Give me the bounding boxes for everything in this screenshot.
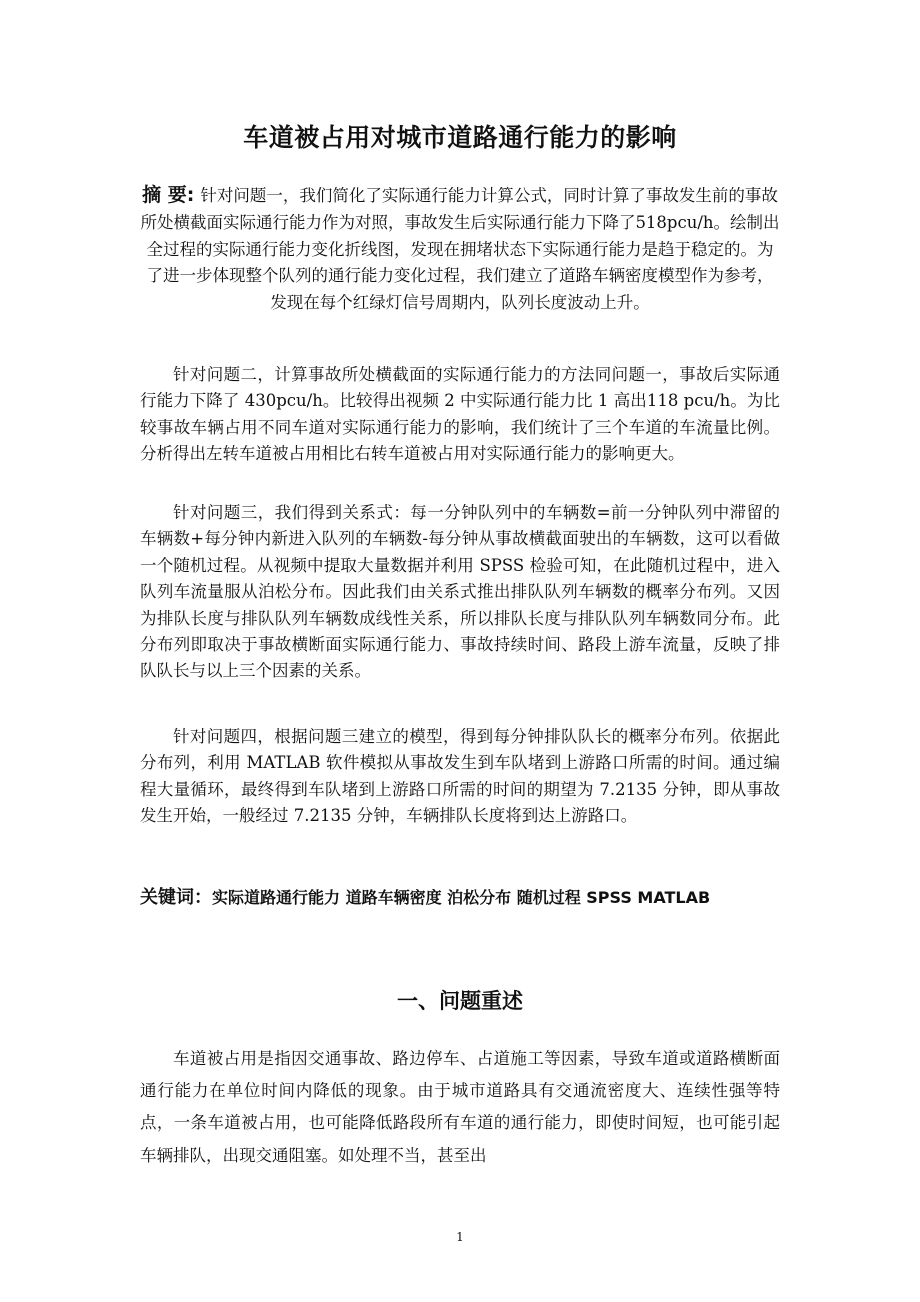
- section-heading: 一、问题重述: [397, 989, 523, 1013]
- abstract-label: 摘 要:: [142, 184, 195, 206]
- keywords: [140, 876, 780, 920]
- paper-title: 车道被占用对城市道路通行能力的影响: [243, 123, 677, 152]
- abstract-text-1: 针对问题一，我们简化了实际通行能力计算公式，同时计算了事故发生前的事故所处横截面实际通行能力作为对照，事故发生后实际通行能力下降了518pcu/h。绘制出全过程的实际通行能力变化折线图，发现在拥堵状态下实际通行能力是趋于稳定的。为了进一步体现整个队列的通行能力变化过程，我们建立了道路车辆密度模型作为参考，发现在每个红绿灯信号周期内，队列长度波动上升。: [140, 186, 780, 312]
- section-paragraph: 车道被占用是指因交通事故、路边停车、占道施工等因素，导致车道或道路横断面通行能力在单位时间内降低的现象。由于城市道路具有交通流密度大、连续性强等特点，一条车道被占用，也可能降低路段所有车道的通行能力，即使时间短，也可能引起车辆排队，出现交通阻塞。如处理不当，甚至出: [140, 1049, 780, 1165]
- abstract-paragraph-1: [140, 180, 780, 316]
- keywords-text: 实际道路通行能力 道路车辆密度 泊松分布 随机过程 SPSS MATLAB: [212, 888, 711, 907]
- abstract-paragraph-4: 针对问题四，根据问题三建立的模型，得到每分钟排队队长的概率分布列。依据此分布列，利用 MATLAB 软件模拟从事故发生到车队堵到上游路口所需的时间。通过编程大量循环，最终得到车队堵到上游路口所需的时间的期望为 7.2135 分钟，即从事故发生开始，一般经过 7.2135 分钟，车辆排队长度将到达上游路口。: [140, 727, 780, 826]
- abstract-paragraph-3: 针对问题三，我们得到关系式：每一分钟队列中的车辆数=前一分钟队列中滞留的车辆数+每分钟内新进入队列的车辆数-每分钟从事故横截面驶出的车辆数，这可以看做一个随机过程。从视频中提取大量数据并利用 SPSS 检验可知，在此随机过程中，进入队列车流量服从泊松分布。因此我们由关系式推出排队队列车辆数的概率分布列。又因为排队长度与排队队列车辆数成线性关系，所以排队长度与排队队列车辆数同分布。此分布列即取决于事故横断面实际通行能力、事故持续时间、路段上游车流量，反映了排队队长与以上三个因素的关系。: [140, 503, 780, 681]
- page-number: 1: [456, 1230, 464, 1244]
- abstract-paragraph-2: 针对问题二，计算事故所处横截面的实际通行能力的方法同问题一，事故后实际通行能力下降了 430pcu/h。比较得出视频 2 中实际通行能力比 1 高出118 pcu/h。为比较事故车辆占用不同车道对实际通行能力的影响，我们统计了三个车道的车流量比例。分析得出左转车道被占用相比右转车道被占用对实际通行能力的影响更大。: [140, 365, 780, 464]
- keywords-label: 关键词：: [140, 887, 212, 908]
